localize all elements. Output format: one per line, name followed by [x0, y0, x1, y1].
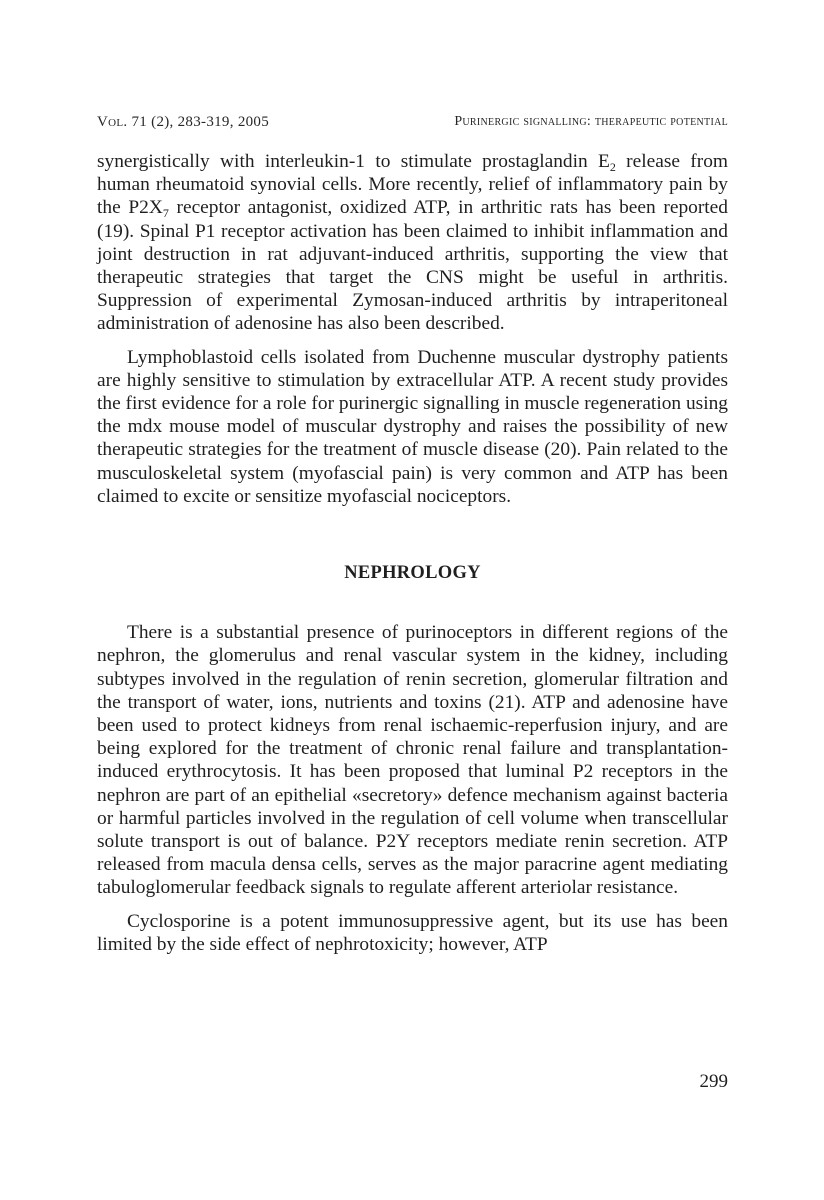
subscript: 7 — [162, 206, 169, 221]
paragraph-text: synergistically with interleukin-1 to stimulate prostaglandin E — [97, 151, 610, 172]
section-heading-nephrology: NEPHROLOGY — [344, 563, 481, 584]
paragraph-purinoceptors-kidney: There is a substantial presence of purinoceptors in different regions of the nephron, the glomerulus and renal vascular system in the kidney, including subtypes involved in the regulation of renin secretion, glomerular filtration and the transport of water, ions, nutrients and toxins (21). ATP and adenosine have been used to protect kidneys from renal ischaemic-reperfusion injury, and are being explored for the treatment of chronic renal failure and transplantation-induced erythrocytosis. It has been proposed that luminal P2 receptors in the nephron are part of an epithelial «secretory» defence mechanism against bacteria or harmful particles involved in the regulation of cell volume when transcellular solute transport is out of balance. P2Y receptors mediate renin secretion. ATP released from macula densa cells, serves as the major paracrine agent mediating tabuloglomerular feedback signals to regulate afferent arteriolar resistance. — [97, 622, 728, 899]
running-head-title: Purinergic signalling: therapeutic potential — [454, 114, 728, 129]
paragraph-muscular-dystrophy: Lymphoblastoid cells isolated from Duchenne muscular dystrophy patients are highly sensitive to stimulation by extracellular ATP. A recent study provides the first evidence for a role for purinergic signalling in muscle regeneration using the mdx mouse model of muscular dystrophy and raises the possibility of new therapeutic strategies for the treatment of muscle disease (20). Pain related to the musculoskeletal system (myofascial pain) is very common and ATP has been claimed to excite or sensitize myofascial nociceptors. — [97, 346, 728, 507]
page-number: 299 — [699, 1071, 728, 1092]
running-head-journal: Vol. 71 (2), 283-319, 2005 — [97, 114, 270, 130]
running-head — [97, 114, 728, 134]
paragraph-arthritis — [97, 150, 728, 336]
paragraph-text: receptor antagonist, oxidized ATP, in arthritic rats has been reported (19). Spinal P1 receptor activation has been claimed to inhibit inflammation and joint destruction in rat adjuvant-induced arthritis, supporting the view that therapeutic strategies that target the CNS might be useful in arthritis. Suppression of experimental Zymosan-induced arthritis by intraperitoneal administration of adenosine has also been described. — [97, 197, 728, 335]
paragraph-cyclosporine: Cyclosporine is a potent immunosuppressive agent, but its use has been limited by the side effect of nephrotoxicity; however, ATP — [97, 910, 728, 955]
subscript: 2 — [609, 160, 616, 174]
paragraph-text: release from human rheumatoid synovial cells. More recently, relief of inflammatory pain by the P2X — [97, 151, 728, 219]
article-body — [97, 150, 728, 956]
